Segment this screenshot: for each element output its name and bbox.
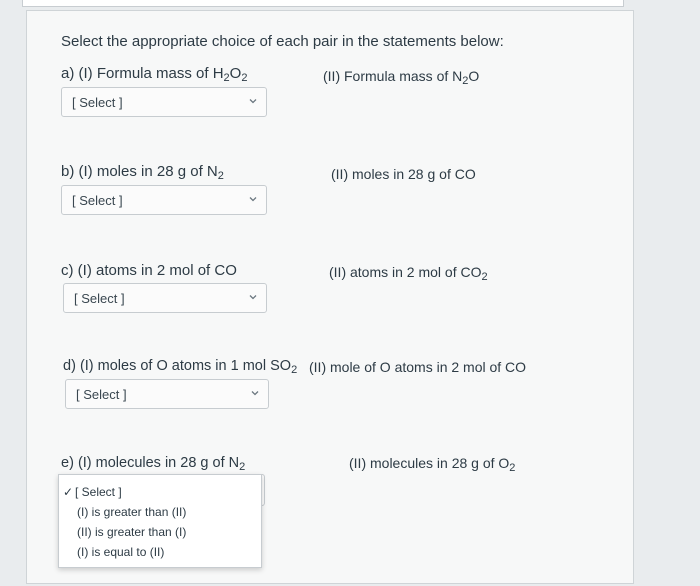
select-a-value: [ Select ] bbox=[72, 95, 123, 110]
select-d-value: [ Select ] bbox=[76, 387, 127, 402]
select-c[interactable] bbox=[63, 283, 267, 313]
qb-left-text: (I) moles in 28 g of N bbox=[78, 163, 218, 180]
qa-right-mid: O bbox=[468, 68, 480, 84]
qb-right-text: (II) moles in 28 g of CO bbox=[331, 166, 476, 182]
question-b-left bbox=[61, 163, 224, 182]
dropdown-option-select[interactable] bbox=[63, 485, 122, 499]
instruction-text: Select the appropriate choice of each pair in the statements below: bbox=[61, 33, 504, 50]
qa-left-mid: O bbox=[229, 65, 242, 82]
qe-left-sub1: 2 bbox=[239, 461, 246, 473]
qe-right-text: (II) molecules in 28 g of O bbox=[349, 455, 510, 471]
question-e-left bbox=[61, 455, 245, 473]
question-c-right bbox=[329, 264, 488, 283]
question-b-label: b) bbox=[61, 163, 75, 180]
question-c-left bbox=[61, 262, 237, 279]
qc-right-sub1: 2 bbox=[481, 271, 488, 283]
question-c-label: c) bbox=[61, 262, 74, 279]
question-d-left bbox=[63, 358, 297, 376]
chevron-down-icon bbox=[247, 193, 259, 205]
dropdown-option-3[interactable]: (I) is equal to (II) bbox=[77, 545, 165, 559]
select-e-dropdown[interactable] bbox=[58, 474, 262, 568]
qa-left-text: (I) Formula mass of H bbox=[78, 65, 224, 82]
question-b-right bbox=[331, 166, 476, 182]
qa-right-sub1: 2 bbox=[462, 75, 469, 87]
qd-left-text: (I) moles of O atoms in 1 mol SO bbox=[79, 358, 292, 374]
qc-left-text: (I) atoms in 2 mol of CO bbox=[77, 262, 237, 279]
dropdown-option-2[interactable]: (II) is greater than (I) bbox=[77, 525, 187, 539]
checkmark-icon: ✓ bbox=[63, 485, 74, 499]
dropdown-option-select-label: [ Select ] bbox=[75, 485, 122, 499]
chevron-down-icon bbox=[247, 291, 259, 303]
question-e-label: e) bbox=[61, 455, 74, 471]
qe-left-text: (I) molecules in 28 g of N bbox=[77, 455, 240, 471]
question-e-right bbox=[349, 455, 515, 474]
select-b-value: [ Select ] bbox=[72, 193, 123, 208]
question-a-label: a) bbox=[61, 65, 75, 82]
qb-left-sub1: 2 bbox=[217, 170, 224, 182]
qa-left-sub2: 2 bbox=[241, 72, 248, 84]
dropdown-option-1[interactable]: (I) is greater than (II) bbox=[77, 505, 187, 519]
select-c-value: [ Select ] bbox=[74, 291, 125, 306]
select-b[interactable] bbox=[61, 185, 267, 215]
previous-card-edge bbox=[22, 0, 624, 7]
select-a[interactable] bbox=[61, 87, 267, 117]
chevron-down-icon bbox=[249, 387, 261, 399]
qc-right-text: (II) atoms in 2 mol of CO bbox=[329, 264, 482, 280]
qd-right-text: (II) mole of O atoms in 2 mol of CO bbox=[309, 359, 527, 375]
qe-right-sub1: 2 bbox=[509, 462, 516, 474]
qa-left-sub1: 2 bbox=[223, 72, 230, 84]
question-a-right bbox=[323, 68, 479, 87]
question-d-right bbox=[309, 359, 526, 375]
chevron-down-icon bbox=[247, 95, 259, 107]
question-a-left bbox=[61, 65, 247, 84]
question-d-label: d) bbox=[63, 358, 76, 374]
select-d[interactable] bbox=[65, 379, 269, 409]
qd-left-sub1: 2 bbox=[291, 364, 298, 376]
qa-right-text: (II) Formula mass of N bbox=[323, 68, 463, 84]
